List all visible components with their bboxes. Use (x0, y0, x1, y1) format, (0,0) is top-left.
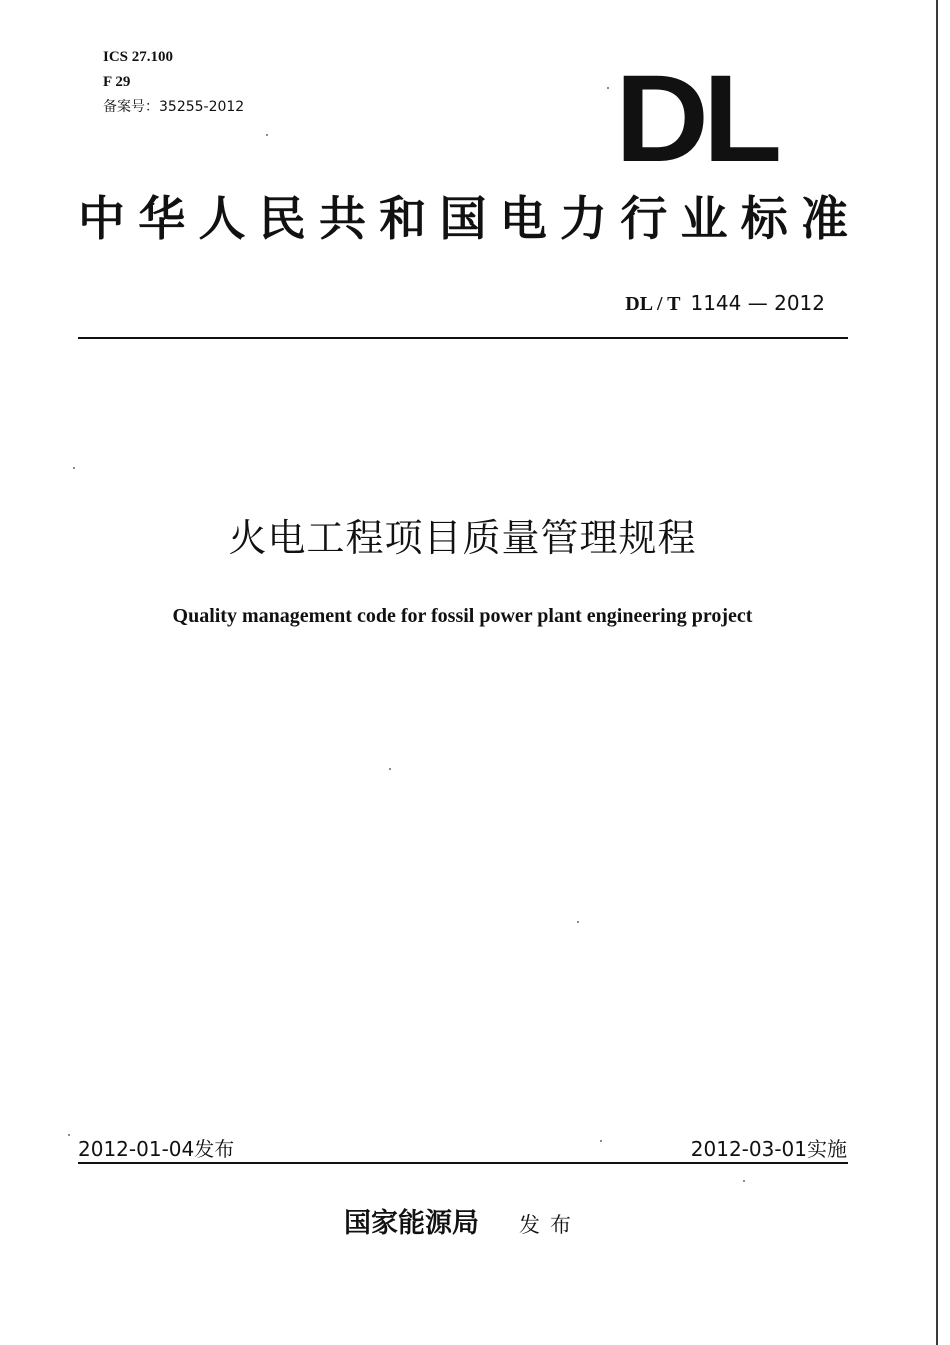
scan-speck (743, 1180, 745, 1182)
scan-speck (266, 134, 268, 136)
scan-speck (577, 921, 579, 923)
scan-speck (600, 1140, 602, 1142)
standard-title: 中华人民共和国电力行业标准 (78, 192, 848, 247)
scan-speck (389, 768, 391, 770)
document-title-chinese: 火电工程项目质量管理规程 (228, 516, 697, 560)
scan-speck (607, 87, 609, 89)
header-divider (78, 337, 848, 339)
scan-page-edge (936, 0, 938, 1345)
effective-date: 2012-03-01实施 (690, 1137, 847, 1161)
standard-number-value: 1144 — 2012 (690, 291, 825, 315)
publisher-action: 发布 (519, 1213, 581, 1237)
standard-number-prefix: DL / T (625, 293, 681, 315)
footer-divider (78, 1162, 848, 1164)
standard-number (625, 291, 825, 316)
filing-number: 备案号：35255-2012 (103, 99, 245, 115)
dl-logo: DL (615, 50, 776, 188)
document-title-english: Quality management code for fossil power plant engineering project (172, 605, 753, 627)
classification-code: F 29 (103, 74, 131, 90)
scan-speck (68, 1134, 70, 1136)
publisher-name: 国家能源局 (344, 1208, 479, 1239)
publisher-line (0, 1207, 925, 1242)
scan-speck (73, 467, 75, 469)
issue-date: 2012-01-04发布 (78, 1137, 235, 1161)
ics-code: ICS 27.100 (103, 49, 174, 65)
